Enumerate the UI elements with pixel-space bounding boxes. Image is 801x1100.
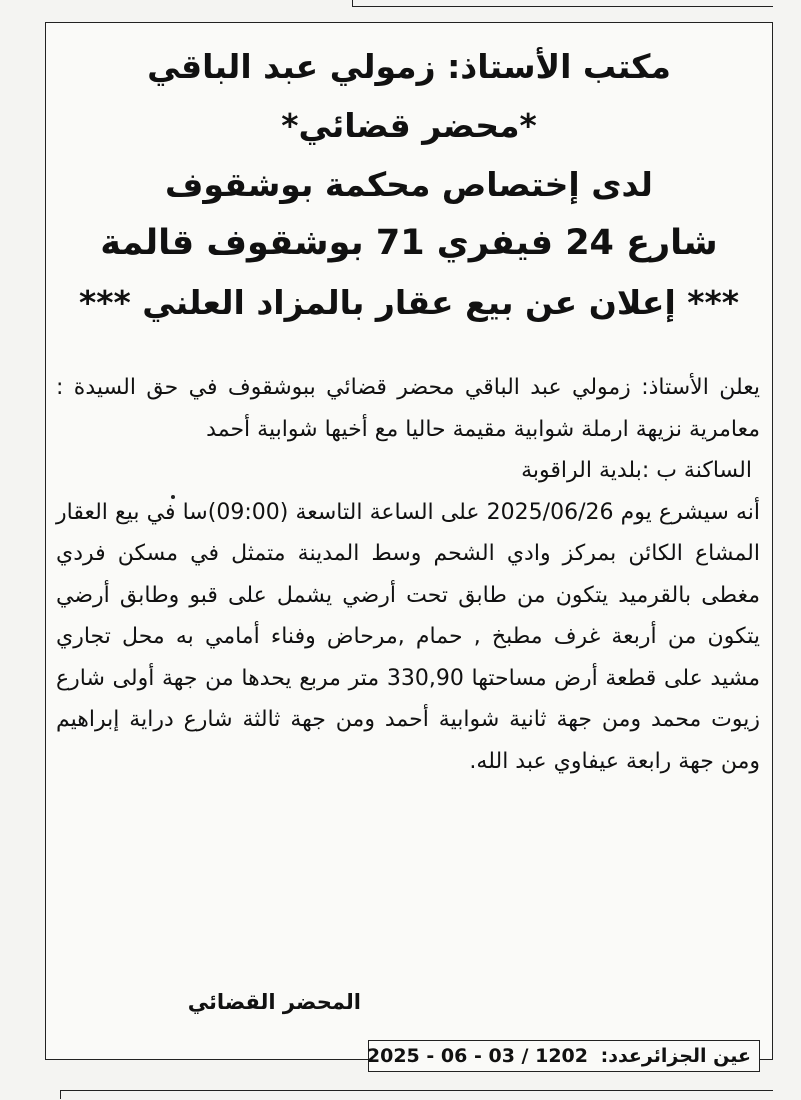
office-address: شارع 24 فيفري 71 بوشقوف قالمة bbox=[100, 223, 718, 263]
reference-number: 1202 / 03 - 06 - 2025 bbox=[366, 1045, 588, 1067]
residence-line: الساكنة ب :بلدية الراقوبة bbox=[521, 458, 752, 483]
intro-paragraph: يعلن الأستاذ: زمولي عبد الباقي محضر قضائي ببوشقوف في حق السيدة : معامرية نزيهة ارملة شوابية مقيمة حاليا مع أخيها شوابية أحمد bbox=[56, 375, 760, 442]
notice-header bbox=[46, 23, 772, 332]
bottom-column-rule bbox=[60, 1090, 773, 1099]
legal-notice-box bbox=[45, 22, 773, 1060]
court-jurisdiction: لدى إختصاص محكمة بوشقوف bbox=[165, 165, 653, 204]
signature: المحضر القضائي bbox=[187, 990, 361, 1014]
bailiff-role: *محضر قضائي* bbox=[281, 106, 537, 145]
reference-label: عين الجزائرعدد: bbox=[600, 1045, 751, 1067]
auction-announcement-title: *** إعلان عن بيع عقار بالمزاد العلني *** bbox=[78, 283, 740, 322]
sale-details-paragraph: أنه سيشرع يوم 2025/06/26 على الساعة التاسعة (09:00)سا في بيع العقار المشاع الكائن بمركز وادي الشحم وسط المدينة متمثل في مسكن فردي مغطى بالقرميد يتكون من طابق تحت أرضي يشمل على قبو وطابق أرضي يتكون من أربعة غرف مطبخ , حمام ,مرحاض وفناء أمامي به محل تجاري مشيد على قطعة أرض مساحتها 330,90 متر مربع يحدها من جهة أولى شارع زيوت محمد ومن جهة ثانية شوابية أحمد ومن جهة ثالثة شارع دراية إبراهيم ومن جهة رابعة عيفاوي عبد الله. bbox=[56, 499, 760, 774]
office-title: مكتب الأستاذ: زمولي عبد الباقي bbox=[147, 47, 671, 86]
notice-body bbox=[56, 367, 760, 782]
top-column-rule bbox=[352, 0, 773, 7]
publication-reference bbox=[368, 1040, 760, 1072]
